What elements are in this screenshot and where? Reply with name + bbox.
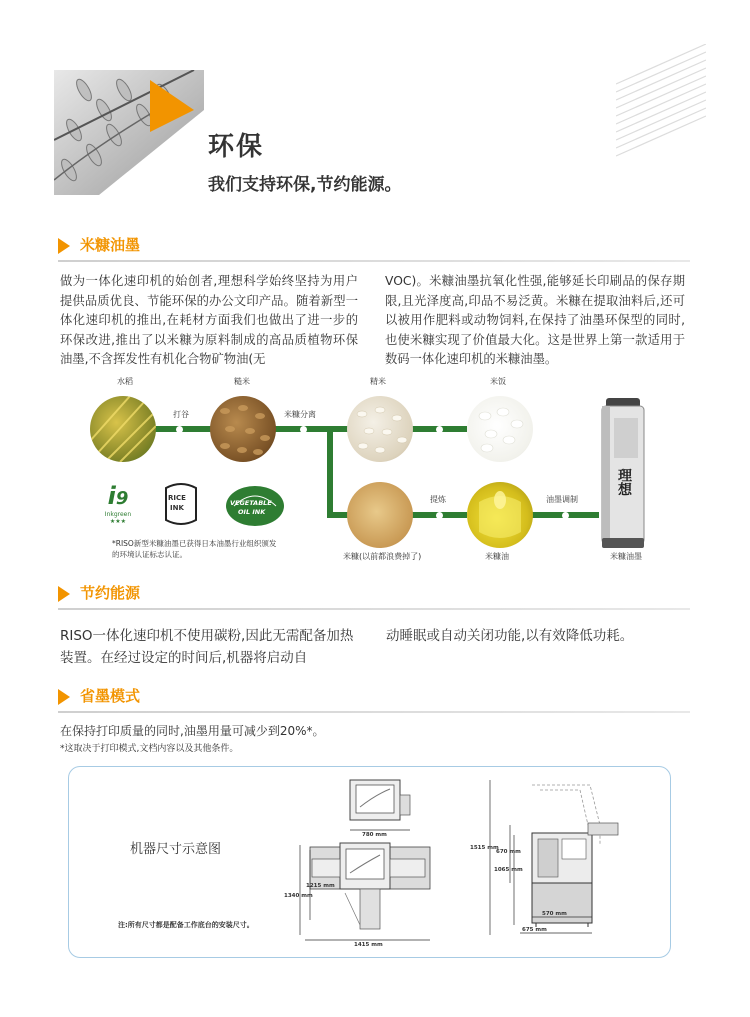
dim-depth-570: 570 mm	[542, 911, 567, 917]
step-label-blending: 油墨调制	[546, 495, 578, 504]
ink-brand-text: 理想	[616, 468, 632, 496]
section-title: 节约能源	[80, 584, 141, 602]
label-rice-plant: 水稻	[117, 377, 133, 386]
inkgreen-logo-text: Inkgreen	[104, 511, 132, 518]
rice-ink-logo	[158, 482, 204, 530]
page-title: 环保	[208, 132, 265, 162]
veg-logo-top: VEGETABLE	[230, 499, 272, 507]
section-title: 省墨模式	[80, 687, 141, 705]
flow-line	[327, 512, 349, 518]
dim-width-780: 780 mm	[362, 832, 387, 838]
dim-width-1415: 1415 mm	[354, 942, 383, 948]
label-brown-rice: 糙米	[234, 377, 250, 386]
dim-height-1215: 1215 mm	[306, 883, 335, 889]
label-bran-oil: 米糠油	[485, 552, 509, 561]
ink-tube-image	[600, 398, 646, 548]
label-white-rice: 精米	[370, 377, 386, 386]
dim-height-670: 670 mm	[496, 849, 521, 855]
label-bran: 米糠(以前都浪费掉了)	[343, 552, 422, 561]
bran-oil-image	[467, 482, 533, 548]
page-subtitle: 我们支持环保,节约能源。	[208, 175, 402, 195]
white-rice-image	[347, 396, 413, 462]
ink-saving-note: *这取决于打印模式,文档内容以及其他条件。	[60, 744, 239, 754]
dim-depth-675: 675 mm	[522, 927, 547, 933]
section-divider	[58, 260, 690, 262]
section-arrow-icon	[58, 689, 70, 705]
cooked-rice-image	[467, 396, 533, 462]
rice-ink-process-diagram	[0, 372, 750, 572]
rice-ink-logo-top: RICE	[168, 494, 186, 502]
flow-dot	[176, 426, 183, 433]
rice-bran-image	[347, 482, 413, 548]
step-label-threshing: 打谷	[173, 410, 189, 419]
machine-top-front-drawing	[284, 775, 440, 950]
rice-ink-paragraph-right: VOC)。米糠油墨抗氧化性强,能够延长印刷品的保存期限,且光泽度高,印品不易泛黄。米糠在提取油料后,还可以被用作肥料或动物饲料,在保持了油墨环保型的同时,也使米糠实现了价值最大化。这是世界上第一款适用于数码一体化速印机的米糠油墨。	[385, 274, 685, 366]
section-divider	[58, 608, 690, 610]
section-header-ink-saving	[58, 683, 690, 713]
ink-saving-text: 在保持打印质量的同时,油墨用量可减少到20%*。	[60, 724, 325, 738]
flow-line	[327, 426, 333, 518]
rice-plant-image	[90, 396, 156, 462]
machine-dimensions-title: 机器尺寸示意图	[130, 842, 222, 857]
inkgreen-logo: i9 Inkgreen ★★★	[98, 484, 138, 529]
rice-ink-paragraph-left: 做为一体化速印机的始创者,理想科学始终坚持为用户提供品质优良、节能环保的办公文印产品。随着新型一体化速印机的推出,在耗材方面我们也做出了进一步的环保改进,推出了以米糠为原料制成的高品质植物环保油墨,不含挥发性有机化合物矿物油(无	[60, 274, 358, 366]
dim-height-1065: 1065 mm	[494, 867, 523, 873]
dim-height-1340: 1340 mm	[284, 893, 313, 899]
flow-dot	[436, 512, 443, 519]
brown-rice-image	[210, 396, 276, 462]
dim-height-1515: 1515 mm	[470, 845, 499, 851]
section-header-energy	[58, 580, 690, 610]
machine-side-drawing	[470, 775, 630, 950]
step-label-extraction: 提炼	[430, 495, 446, 504]
vegetable-oil-ink-logo	[224, 484, 286, 528]
header-rice-image	[54, 70, 204, 195]
step-label-separation: 米糠分离	[284, 410, 316, 419]
machine-dimensions-note: 注:所有尺寸都是配备工作底台的安装尺寸。	[118, 921, 254, 929]
label-ink: 米糠油墨	[610, 552, 642, 561]
section-divider	[58, 711, 690, 713]
section-arrow-icon	[58, 238, 70, 254]
energy-paragraph-right: 动睡眠或自动关闭功能,以有效降低功耗。	[386, 628, 634, 644]
veg-logo-bottom: OIL INK	[238, 508, 266, 516]
section-title: 米糠油墨	[80, 236, 141, 254]
label-cooked-rice: 米饭	[490, 377, 506, 386]
flow-line	[274, 426, 349, 432]
flow-dot	[562, 512, 569, 519]
energy-paragraph-left: RISO一体化速印机不使用碳粉,因此无需配备加热装置。在经过设定的时间后,机器将启动自	[60, 628, 354, 666]
section-header-rice-ink	[58, 232, 690, 262]
flow-dot	[436, 426, 443, 433]
section-arrow-icon	[58, 586, 70, 602]
certification-note: *RISO新型米糠油墨已获得日本油墨行业组织颁发的环境认证标志认证。	[112, 539, 277, 559]
header-stripe-pattern	[616, 44, 706, 174]
flow-dot	[300, 426, 307, 433]
rice-ink-logo-bottom: INK	[170, 504, 184, 512]
